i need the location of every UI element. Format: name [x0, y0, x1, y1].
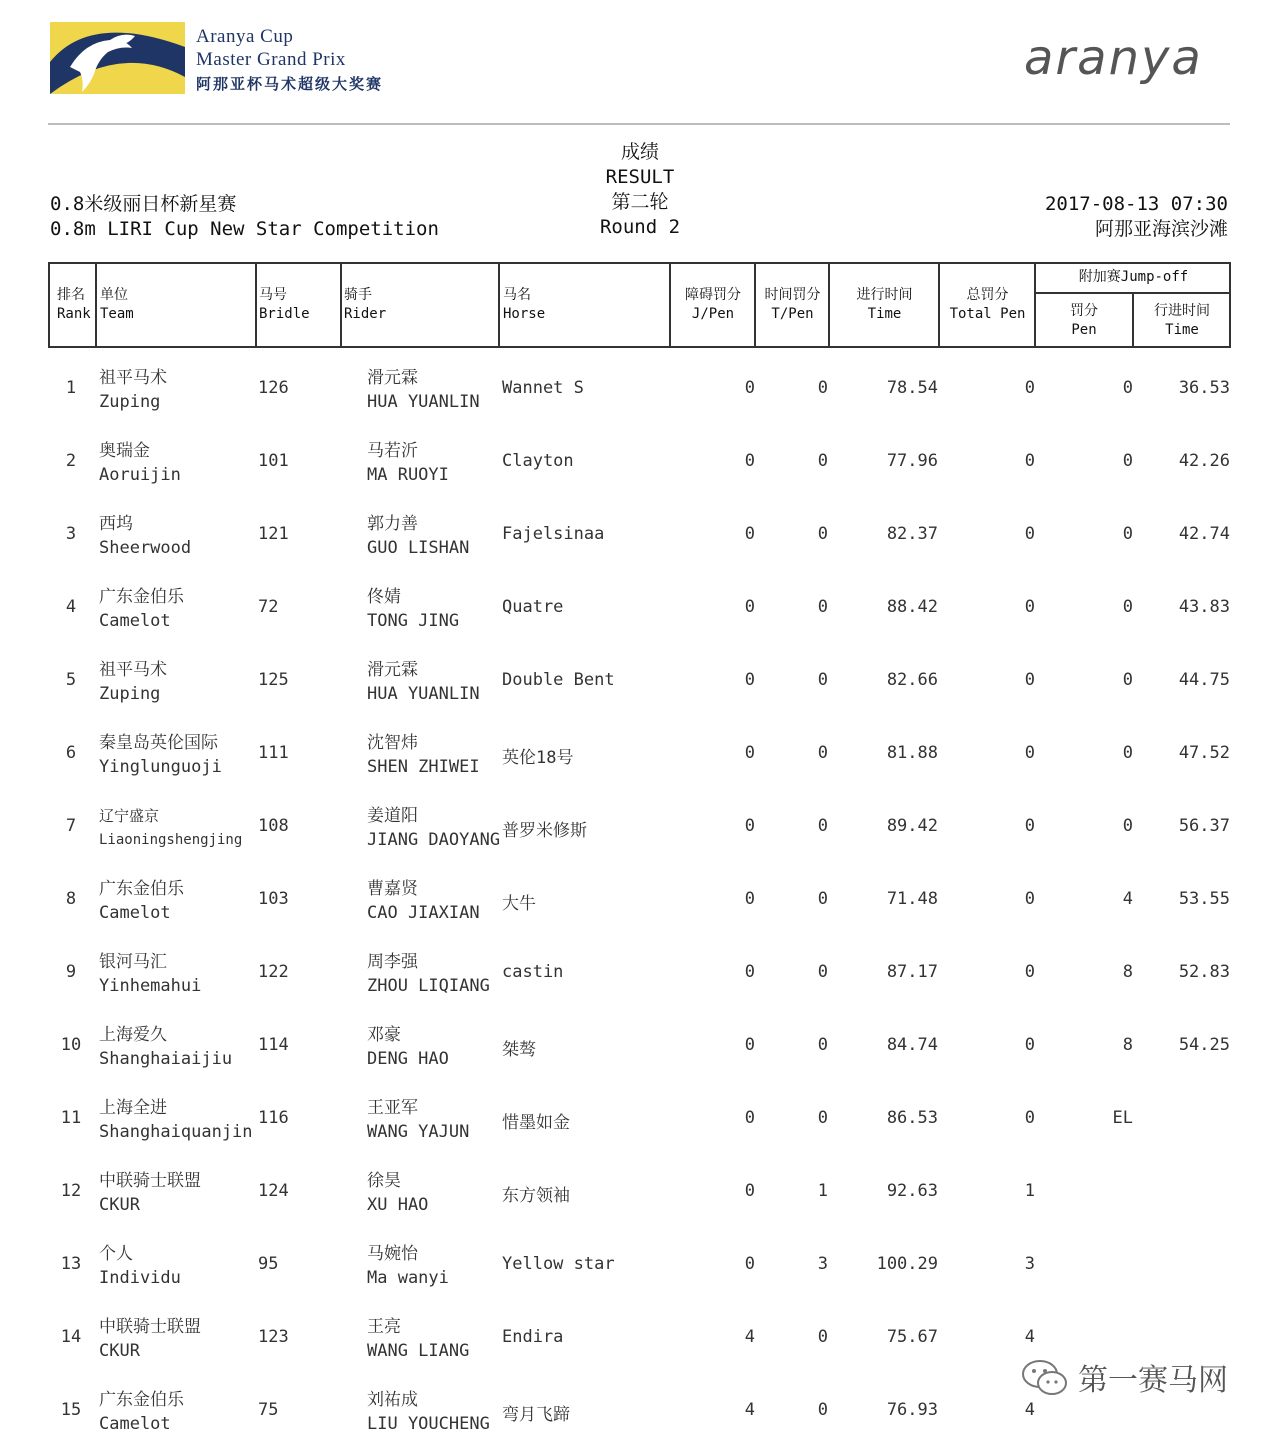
- jumpoff-time: 53.55: [1178, 889, 1230, 909]
- jumpoff-time: 43.83: [1178, 597, 1230, 617]
- total-penalty: 0: [1024, 1108, 1035, 1128]
- jump-penalty: 0: [744, 378, 755, 398]
- time-penalty: 3: [817, 1254, 828, 1274]
- time: 86.53: [886, 1108, 938, 1128]
- col-rider: 骑手 Rider: [344, 287, 387, 322]
- rider: 徐昊 XU HAO: [367, 1171, 429, 1215]
- time-penalty: 0: [817, 524, 828, 544]
- rank: 8: [65, 889, 77, 909]
- jump-penalty: 0: [744, 962, 755, 982]
- horse: Fajelsinaa: [502, 524, 605, 544]
- horse: Yellow star: [502, 1254, 615, 1274]
- jump-penalty: 4: [744, 1400, 755, 1420]
- jump-penalty: 0: [744, 816, 755, 836]
- team: 祖平马术 Zuping: [99, 368, 167, 412]
- table-row: [0, 865, 1280, 938]
- time-penalty: 0: [817, 1400, 828, 1420]
- rank: 4: [65, 597, 77, 617]
- horse: 英伦18号: [502, 748, 574, 768]
- jumpoff-penalty: 0: [1122, 451, 1133, 471]
- table-row: [0, 938, 1280, 1011]
- table-row: [0, 1011, 1280, 1084]
- team: 广东金伯乐 Camelot: [99, 1390, 184, 1434]
- horse: Endira: [502, 1327, 564, 1347]
- team: 广东金伯乐 Camelot: [99, 587, 184, 631]
- rider: 周李强 ZHOU LIQIANG: [367, 952, 490, 996]
- jump-penalty: 4: [744, 1327, 755, 1347]
- jumpoff-penalty: 8: [1122, 1035, 1133, 1055]
- horse: 普罗米修斯: [502, 821, 587, 841]
- time: 100.29: [876, 1254, 938, 1274]
- title-cn: 成绩: [620, 141, 659, 163]
- bridle: 101: [258, 451, 289, 471]
- watermark-text: 第一赛马网: [1078, 1363, 1228, 1398]
- time-penalty: 0: [817, 743, 828, 763]
- total-penalty: 0: [1024, 962, 1035, 982]
- table-row: [0, 792, 1280, 865]
- time-penalty: 0: [817, 889, 828, 909]
- bridle: 126: [258, 378, 289, 398]
- aranya-brand-logo: aranya: [1024, 30, 1203, 86]
- logo-line-1: Aranya Cup: [196, 26, 294, 47]
- rank: 3: [65, 524, 77, 544]
- logo-line-3: 阿那亚杯马术超级大奖赛: [196, 77, 384, 93]
- jumpoff-penalty: 0: [1122, 743, 1133, 763]
- time-penalty: 0: [817, 962, 828, 982]
- title-en: RESULT: [605, 166, 675, 188]
- jumpoff-time: 47.52: [1178, 743, 1230, 763]
- bridle: 123: [258, 1327, 289, 1347]
- horse: Double Bent: [502, 670, 615, 690]
- col-divider: [255, 262, 257, 348]
- jumpoff-time: 52.83: [1178, 962, 1230, 982]
- table-row: [0, 646, 1280, 719]
- time-penalty: 0: [817, 1108, 828, 1128]
- table-row: [0, 573, 1280, 646]
- jump-penalty: 0: [744, 1181, 755, 1201]
- rank: 1: [65, 378, 77, 398]
- total-penalty: 0: [1024, 378, 1035, 398]
- table-row: [0, 427, 1280, 500]
- jumpoff-penalty: EL: [1112, 1108, 1133, 1128]
- jumpoff-penalty: 0: [1122, 670, 1133, 690]
- col-divider: [95, 262, 97, 348]
- total-penalty: 0: [1024, 451, 1035, 471]
- team: 奥瑞金 Aoruijin: [99, 441, 181, 485]
- horse: 大牛: [502, 894, 536, 914]
- bridle: 122: [258, 962, 289, 982]
- bridle: 108: [258, 816, 289, 836]
- horse: Quatre: [502, 597, 564, 617]
- rider: 马若沂 MA RUOYI: [367, 441, 449, 485]
- jump-penalty: 0: [744, 597, 755, 617]
- team: 广东金伯乐 Camelot: [99, 879, 184, 923]
- rank: 11: [60, 1108, 82, 1128]
- total-penalty: 0: [1024, 743, 1035, 763]
- total-penalty: 0: [1024, 1035, 1035, 1055]
- jumpoff-penalty: 4: [1122, 889, 1133, 909]
- team: 个人 Individu: [99, 1244, 181, 1288]
- jumpoff-time: 42.26: [1178, 451, 1230, 471]
- jumpoff-divider: [1034, 292, 1231, 294]
- total-penalty: 4: [1024, 1400, 1035, 1420]
- round-cn: 第二轮: [611, 191, 669, 213]
- team: 西坞 Sheerwood: [99, 514, 192, 558]
- time-penalty: 0: [817, 597, 828, 617]
- jumpoff-penalty: 8: [1122, 962, 1133, 982]
- rider: 姜道阳 JIANG DAOYANG: [367, 806, 501, 850]
- time: 71.48: [886, 889, 938, 909]
- rank: 10: [60, 1035, 82, 1055]
- time: 76.93: [886, 1400, 938, 1420]
- bridle: 103: [258, 889, 289, 909]
- horse: 东方领袖: [502, 1186, 570, 1206]
- total-penalty: 4: [1024, 1327, 1035, 1347]
- total-penalty: 0: [1024, 816, 1035, 836]
- total-penalty: 0: [1024, 524, 1035, 544]
- time-penalty: 0: [817, 1035, 828, 1055]
- col-total: 总罚分 Total Pen: [949, 287, 1026, 322]
- table-row: [0, 1157, 1280, 1230]
- rank: 13: [60, 1254, 82, 1274]
- rider: 郭力善 GUO LISHAN: [367, 514, 470, 558]
- jumpoff-time: 44.75: [1178, 670, 1230, 690]
- result-title-block: [540, 140, 740, 240]
- event-datetime: 2017-08-13 07:30: [1044, 193, 1228, 215]
- team: 祖平马术 Zuping: [99, 660, 167, 704]
- logo-line-2: Master Grand Prix: [196, 49, 346, 70]
- rider: 王亮 WANG LIANG: [367, 1317, 470, 1361]
- jump-penalty: 0: [744, 1108, 755, 1128]
- time: 78.54: [886, 378, 938, 398]
- total-penalty: 1: [1024, 1181, 1035, 1201]
- team: 上海爱久 Shanghaiaijiu: [99, 1025, 233, 1069]
- col-rank: 排名 Rank: [57, 287, 91, 322]
- col-horse: 马名 Horse: [503, 287, 546, 322]
- rider: 刘祐成 LIU YOUCHENG: [367, 1390, 490, 1434]
- rider: 滑元霖 HUA YUANLIN: [367, 368, 480, 412]
- time-penalty: 0: [817, 1327, 828, 1347]
- event-name-cn: 0.8米级丽日杯新星赛: [50, 193, 237, 215]
- time: 81.88: [886, 743, 938, 763]
- total-penalty: 3: [1024, 1254, 1035, 1274]
- horse: 惜墨如金: [502, 1113, 570, 1133]
- time: 92.63: [886, 1181, 938, 1201]
- rank: 5: [65, 670, 77, 690]
- team: 中联骑士联盟 CKUR: [99, 1171, 201, 1215]
- rank: 6: [65, 743, 77, 763]
- team: 上海全进 Shanghaiquanjin: [99, 1098, 253, 1142]
- jump-penalty: 0: [744, 1254, 755, 1274]
- bridle: 114: [258, 1035, 289, 1055]
- wechat-icon: [1020, 1358, 1070, 1398]
- table-row: [0, 354, 1280, 427]
- date-venue-block: [1045, 192, 1228, 242]
- aranya-cup-logo: [50, 22, 185, 94]
- time-penalty: 0: [817, 378, 828, 398]
- horse: 桀骜: [502, 1040, 536, 1060]
- col-team: 单位 Team: [100, 287, 134, 322]
- rider: 沈智炜 SHEN ZHIWEI: [367, 733, 480, 777]
- col-jumpoff-time: 行进时间 Time: [1154, 303, 1210, 338]
- bridle: 75: [258, 1400, 279, 1420]
- rank: 15: [60, 1400, 82, 1420]
- col-bridle: 马号 Bridle: [259, 287, 310, 322]
- jumpoff-time: 54.25: [1178, 1035, 1230, 1055]
- total-penalty: 0: [1024, 670, 1035, 690]
- time: 88.42: [886, 597, 938, 617]
- time: 84.74: [886, 1035, 938, 1055]
- jump-penalty: 0: [744, 889, 755, 909]
- jump-penalty: 0: [744, 524, 755, 544]
- rider: 马婉怡 Ma wanyi: [367, 1244, 449, 1288]
- header-divider: [48, 123, 1230, 125]
- time: 89.42: [886, 816, 938, 836]
- jumpoff-time: 36.53: [1178, 378, 1230, 398]
- col-divider: [498, 262, 500, 348]
- rank: 12: [60, 1181, 82, 1201]
- col-jumpoff: 附加赛Jump-off: [1078, 269, 1189, 285]
- event-venue: 阿那亚海滨沙滩: [1094, 218, 1228, 240]
- time: 75.67: [886, 1327, 938, 1347]
- table-row: [0, 500, 1280, 573]
- time: 82.37: [886, 524, 938, 544]
- time-penalty: 0: [817, 816, 828, 836]
- rank: 9: [65, 962, 77, 982]
- time: 77.96: [886, 451, 938, 471]
- col-time: 进行时间 Time: [856, 287, 913, 322]
- team: 中联骑士联盟 CKUR: [99, 1317, 201, 1361]
- time-penalty: 0: [817, 451, 828, 471]
- rank: 7: [65, 816, 77, 836]
- time-penalty: 1: [817, 1181, 828, 1201]
- team: 银河马汇 Yinhemahui: [99, 952, 202, 996]
- horse: castin: [502, 962, 564, 982]
- col-tpen: 时间罚分 T/Pen: [764, 287, 821, 322]
- horse: Clayton: [502, 451, 574, 471]
- bridle: 121: [258, 524, 289, 544]
- jumpoff-penalty: 0: [1122, 816, 1133, 836]
- jumpoff-time: 56.37: [1178, 816, 1230, 836]
- jump-penalty: 0: [744, 1035, 755, 1055]
- jumpoff-penalty: 0: [1122, 378, 1133, 398]
- rider: 王亚军 WANG YAJUN: [367, 1098, 470, 1142]
- team: 秦皇岛英伦国际 Yinglunguoji: [99, 733, 222, 777]
- rider: 滑元霖 HUA YUANLIN: [367, 660, 480, 704]
- bridle: 72: [258, 597, 279, 617]
- team: 辽宁盛京 Liaoningshengjing: [99, 807, 243, 848]
- bridle: 116: [258, 1108, 289, 1128]
- jumpoff-penalty: 0: [1122, 597, 1133, 617]
- bridle: 124: [258, 1181, 289, 1201]
- rank: 14: [60, 1327, 82, 1347]
- col-jumpoff-pen: 罚分 Pen: [1070, 303, 1098, 338]
- rank: 2: [65, 451, 77, 471]
- bridle: 95: [258, 1254, 279, 1274]
- event-name-block: [50, 192, 439, 242]
- jump-penalty: 0: [744, 670, 755, 690]
- jump-penalty: 0: [744, 451, 755, 471]
- total-penalty: 0: [1024, 597, 1035, 617]
- horse: Wannet S: [502, 378, 584, 398]
- rider: 佟婧 TONG JING: [367, 587, 460, 631]
- table-row: [0, 1230, 1280, 1303]
- time: 87.17: [886, 962, 938, 982]
- bridle: 111: [258, 743, 289, 763]
- jump-penalty: 0: [744, 743, 755, 763]
- round-en: Round 2: [599, 216, 681, 238]
- jumpoff-time: 42.74: [1178, 524, 1230, 544]
- time-penalty: 0: [817, 670, 828, 690]
- jumpoff-penalty: 0: [1122, 524, 1133, 544]
- col-jpen: 障碍罚分 J/Pen: [685, 287, 741, 322]
- rider: 邓豪 DENG HAO: [367, 1025, 449, 1069]
- rider: 曹嘉贤 CAO JIAXIAN: [367, 879, 480, 923]
- table-row: [0, 1084, 1280, 1157]
- col-divider: [340, 262, 342, 348]
- time: 82.66: [886, 670, 938, 690]
- bridle: 125: [258, 670, 289, 690]
- total-penalty: 0: [1024, 889, 1035, 909]
- horse: 弯月飞蹄: [502, 1405, 570, 1425]
- table-row: [0, 719, 1280, 792]
- event-name-en: 0.8m LIRI Cup New Star Competition: [50, 218, 439, 240]
- event-logo-text: [196, 26, 383, 94]
